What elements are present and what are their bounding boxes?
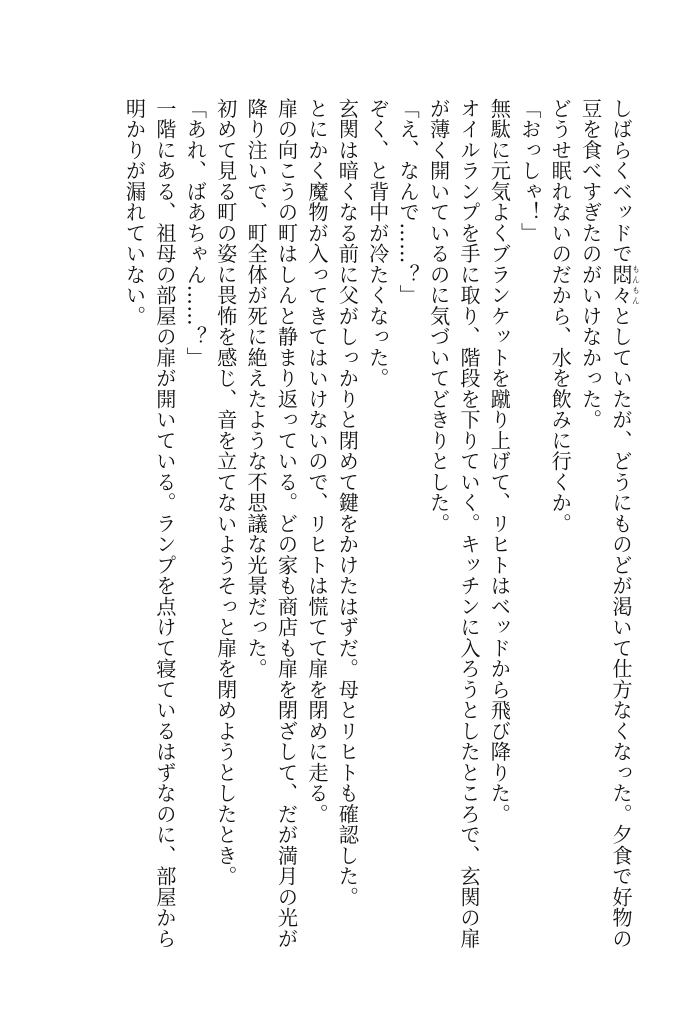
text-line-8: 「え、なんで……？」 [396, 98, 421, 306]
text-line-11: とにかく魔物が入ってきてはいけないので、リヒトは慌てて扉を閉めに走る。 [304, 98, 329, 825]
text-line-16: 一階にある、祖母の部屋の扉が開いている。ランプを点けて寝ているはずなのに、部屋から [152, 98, 177, 949]
text-line-15: 「あれ、ばあちゃん……？」 [183, 98, 208, 368]
text-line-2: 豆を食べすぎたのがいけなかった。 [578, 98, 603, 430]
text-line-9: ぞく、と背中が冷たくなった。 [365, 98, 390, 389]
text-line-14: 初めて見る町の姿に畏怖を感じ、音を立てないようそっと扉を閉めようとしたとき。 [213, 98, 238, 887]
furigana-base: 悶々 [609, 264, 633, 306]
text-line-1-after: としていたが、どうにものどが渇いて仕方なくなった。夕食で好物の [609, 305, 633, 949]
text-line-5: 無駄に元気よくブランケットを蹴り上げて、リヒトはベッドから飛び降りた。 [487, 98, 512, 825]
text-line-12: 扉の向こうの町はしんと静まり返っている。どの家も商店も扉を閉ざして、だが満月の光が [274, 98, 299, 949]
vertical-text-body [119, 98, 640, 953]
text-line-1 [606, 98, 640, 953]
text-line-4: 「おっしゃ！」 [517, 98, 542, 244]
text-line-3: どうせ眠れないのだから、水を飲みに行くか。 [548, 98, 573, 534]
text-line-13: 降り注いで、町全体が死に絶えたような不思議な光景だった。 [244, 98, 269, 679]
text-line-6: オイルランプを手に取り、階段を下りていく。キッチンに入ろうとしたところで、玄関の扉 [456, 98, 481, 949]
furigana-reading: もんもん [631, 264, 641, 306]
text-line-1-before: しばらくベッドで [609, 98, 633, 264]
text-line-7: が薄く開いているのに気づいてどきりとした。 [426, 98, 451, 534]
furigana-word [609, 264, 641, 306]
text-line-10: 玄関は暗くなる前に父がしっかりと閉めて鍵をかけたはずだ。母とリヒトも確認した。 [335, 98, 360, 908]
text-line-17: 明かりが漏れていない。 [122, 98, 147, 327]
